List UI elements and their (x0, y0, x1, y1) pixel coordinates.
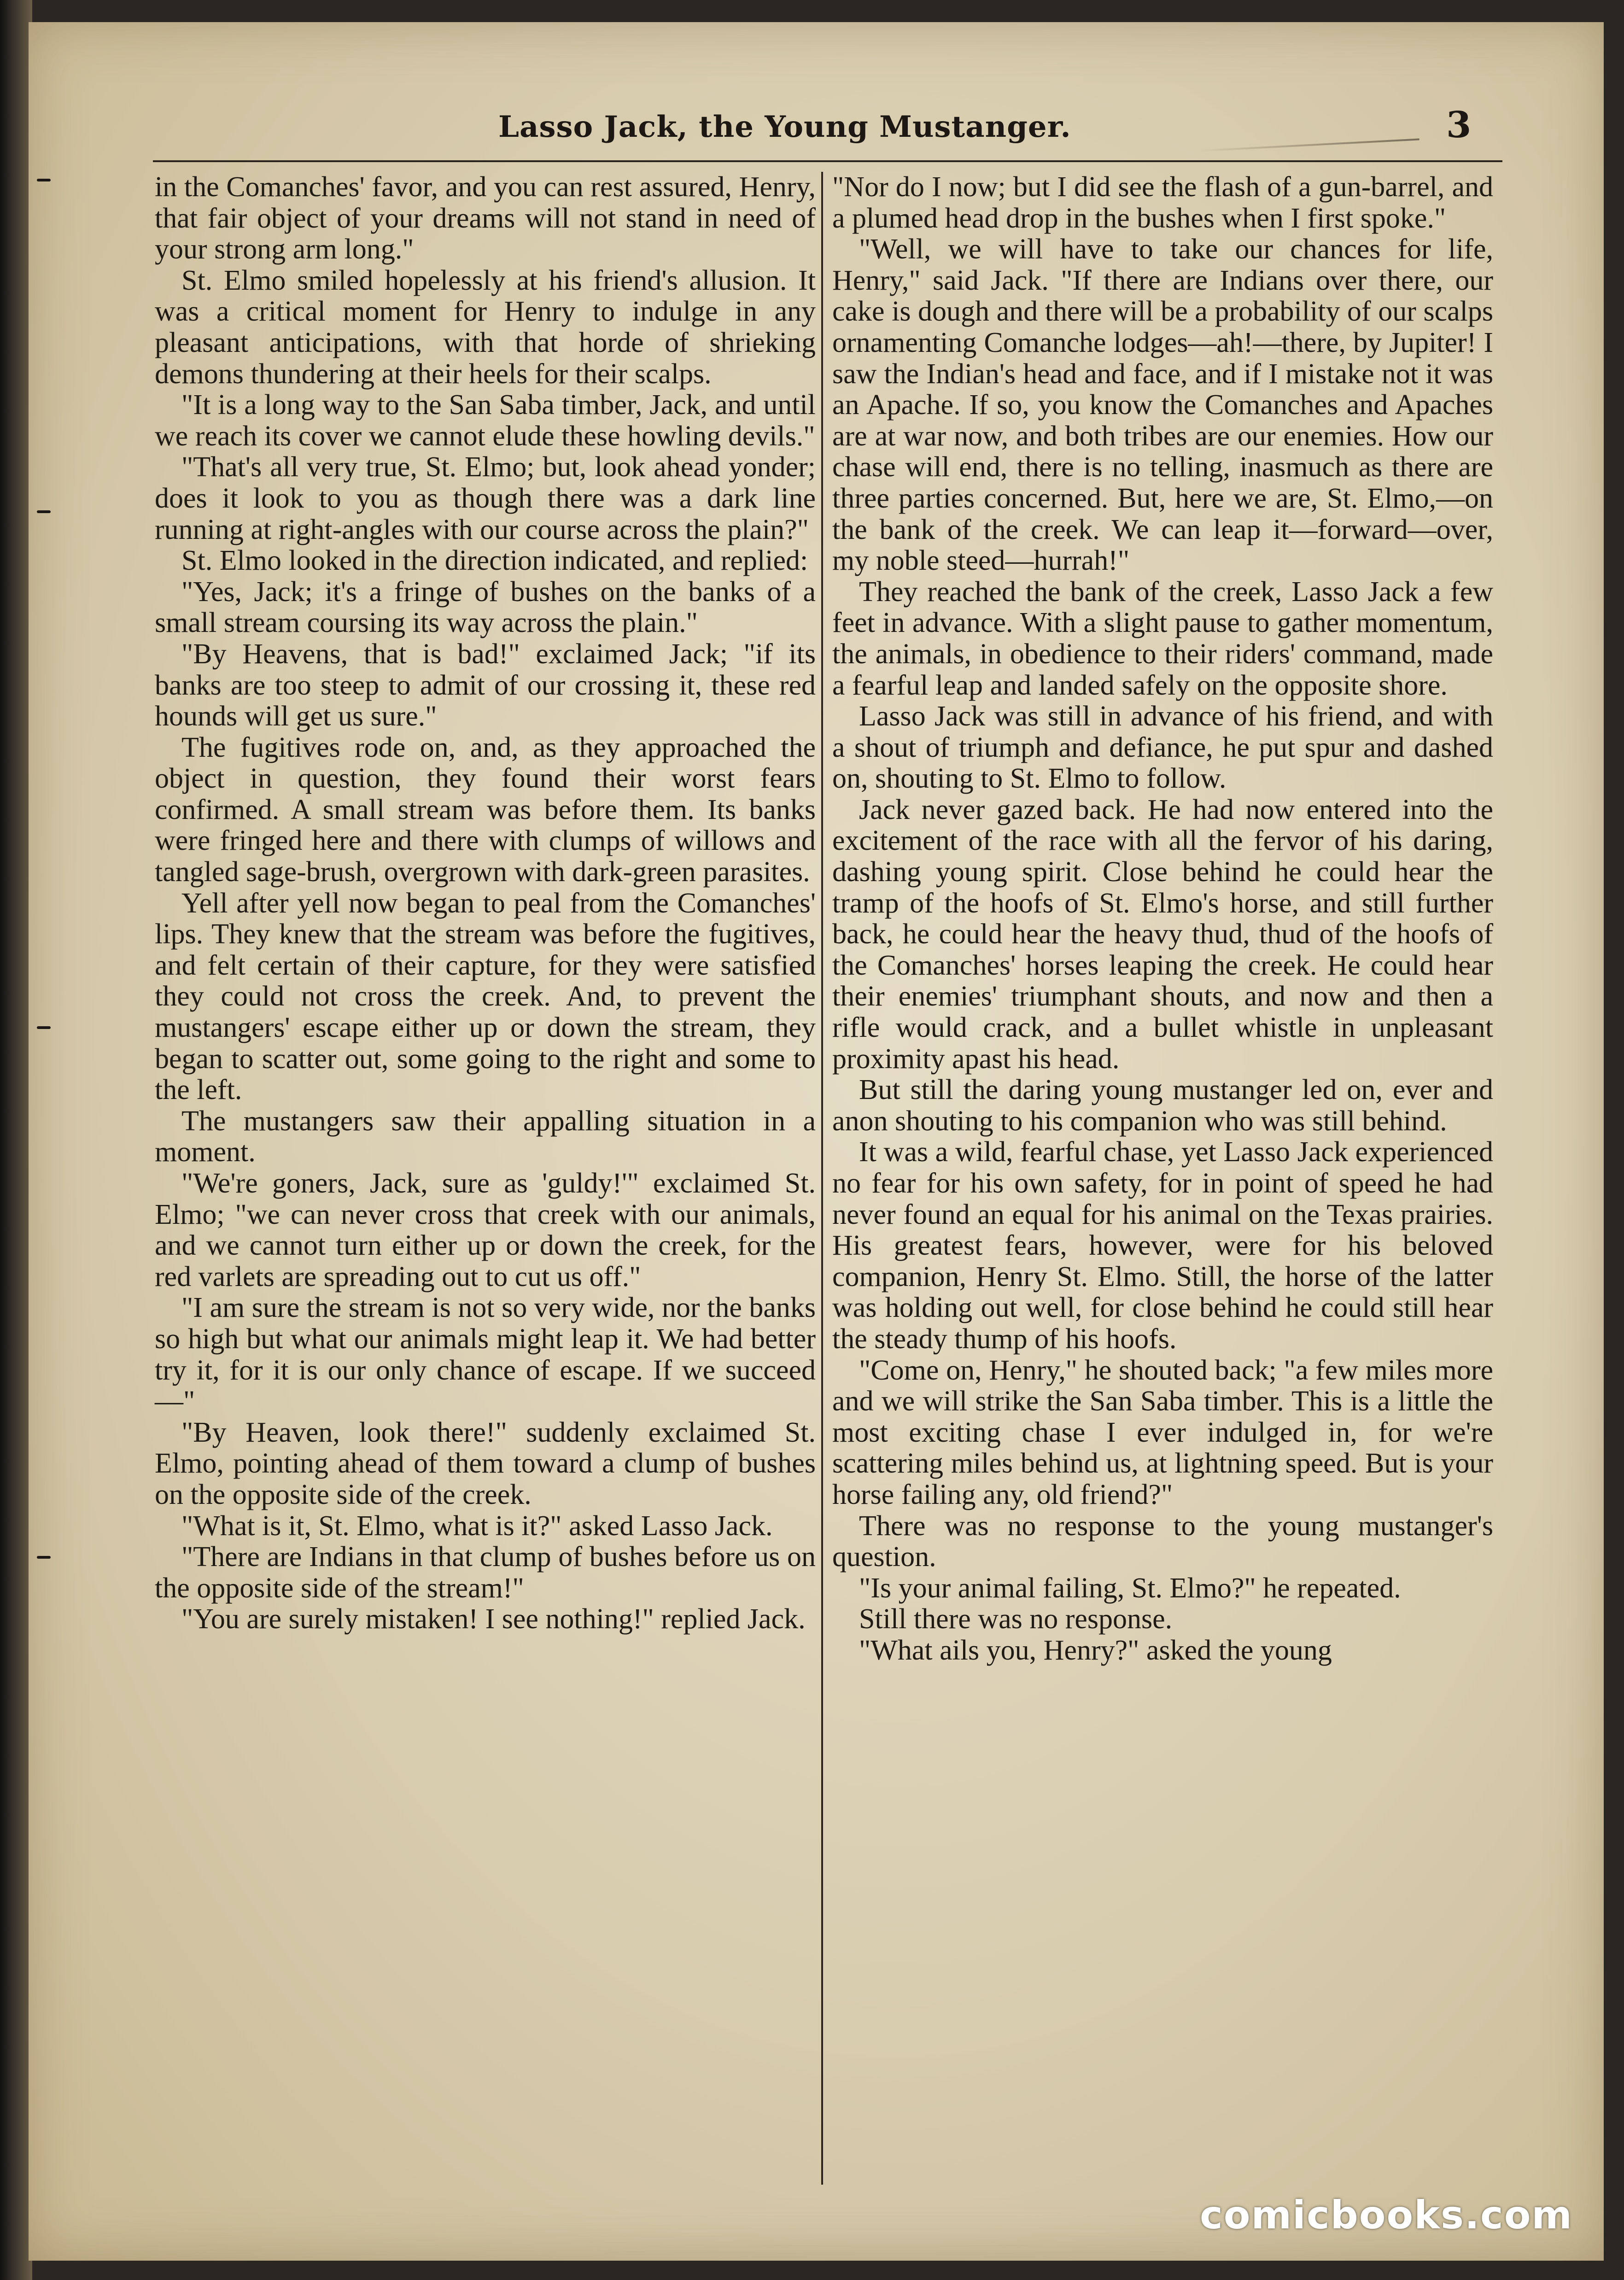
paragraph: "What ails you, Henry?" asked the young (859, 1634, 1332, 1666)
running-head-rule (1198, 138, 1420, 152)
paragraph: "What is it, St. Elmo, what is it?" asked Lasso Jack. (181, 1510, 773, 1542)
paragraph: "By Heaven, look there!" suddenly exclaimed St. Elmo, pointing ahead of them toward a clump of bushes on the opposite side of the creek. (155, 1416, 816, 1510)
running-head (29, 100, 1604, 156)
paragraph: Yell after yell now began to peal from the Comanches' lips. They knew that the stream was before the fugitives, and felt certain of their capture, for they were satisfied they could not cross the creek. And, to prevent the mustangers' escape either up or down the stream, they began to scatter out, some going to the right and some to the left. (155, 887, 816, 1106)
paragraph: "That's all very true, St. Elmo; but, look ahead yonder; does it look to you as though there was a dark line running at right-angles with our course across the plain?" (155, 451, 816, 545)
page-number: 3 (1446, 104, 1472, 146)
binding-stitch (37, 1556, 51, 1559)
watermark-logo: comicbooks.com (1200, 2192, 1573, 2238)
column-divider (821, 172, 823, 2185)
paragraph: "I am sure the stream is not so very wide, nor the banks so high but what our animals might leap it. We had better try it, for it is our only chance of escape. If we succeed—" (155, 1292, 816, 1417)
paragraph: in the Comanches' favor, and you can rest assured, Henry, that fair object of your dreams will not stand in need of your strong arm long." (155, 171, 816, 265)
paragraph: "You are surely mistaken! I see nothing!" replied Jack. (181, 1603, 806, 1635)
book-page (29, 22, 1604, 2261)
header-rule (153, 160, 1502, 162)
left-column (155, 172, 816, 1635)
paragraph: "Come on, Henry," he shouted back; "a few miles more and we will strike the San Saba timber. This is a little the most exciting chase I ever indulged in, for we're scattering miles behind us, at lightning speed. But is your horse failing any, old friend?" (832, 1354, 1493, 1510)
binding-spine (0, 0, 32, 2280)
paragraph: They reached the bank of the creek, Lasso Jack a few feet in advance. With a slight pause to gather momentum, the animals, in obedience to their riders' command, made a fearful leap and landed safely on the opposite shore. (832, 576, 1493, 701)
paragraph: "Is your animal failing, St. Elmo?" he repeated. (859, 1572, 1401, 1604)
right-column (832, 172, 1493, 1666)
binding-stitch (37, 1026, 51, 1029)
paragraph: "Nor do I now; but I did see the flash of a gun-barrel, and a plumed head drop in the bushes when I first spoke." (832, 171, 1493, 234)
binding-stitch (37, 179, 51, 181)
paragraph: St. Elmo looked in the direction indicated, and replied: (181, 545, 808, 577)
paragraph: There was no response to the young mustanger's question. (832, 1510, 1493, 1573)
paragraph: But still the daring young mustanger led on, ever and anon shouting to his companion who was still behind. (832, 1074, 1493, 1137)
paragraph: "There are Indians in that clump of bushes before us on the opposite side of the stream!" (155, 1541, 816, 1604)
paragraph: It was a wild, fearful chase, yet Lasso Jack experienced no fear for his own safety, for in point of speed he had never found an equal for his animal on the Texas prairies. His greatest fears, however, were for his beloved companion, Henry St. Elmo. Still, the horse of the latter was holding out well, for close behind he could still hear the steady thump of his hoofs. (832, 1136, 1493, 1355)
paragraph: Lasso Jack was still in advance of his friend, and with a shout of triumph and defiance, he put spur and dashed on, shouting to St. Elmo to follow. (832, 701, 1493, 795)
paragraph: Still there was no response. (859, 1603, 1173, 1635)
paragraph: "Well, we will have to take our chances for life, Henry," said Jack. "If there are Indians over there, our cake is dough and there will be a probability of our scalps ornamenting Comanche lodges—ah!—there, by Jupiter! I saw the Indian's head and face, and if I mistake not it was an Apache. If so, you know the Comanches and Apaches are at war now, and both tribes are our enemies. How our chase will end, there is no telling, inasmuch as there are three parties concerned. But, here we are, St. Elmo,—on the bank of the creek. We can leap it—forward—over, my noble steed—hurrah!" (832, 234, 1493, 577)
paragraph: "It is a long way to the San Saba timber, Jack, and until we reach its cover we cannot elude these howling devils." (155, 389, 816, 452)
running-title: Lasso Jack, the Young Mustanger. (498, 110, 1071, 144)
paragraph: "We're goners, Jack, sure as 'guldy!'" exclaimed St. Elmo; "we can never cross that creek with our animals, and we cannot turn either up or down the creek, for the red varlets are spreading out to cut us off." (155, 1168, 816, 1292)
paragraph: St. Elmo smiled hopelessly at his friend's allusion. It was a critical moment for Henry to indulge in any pleasant anticipations, with that horde of shrieking demons thundering at their heels for their scalps. (155, 264, 816, 390)
paragraph: "Yes, Jack; it's a fringe of bushes on the banks of a small stream coursing its way across the plain." (155, 576, 816, 639)
paragraph: "By Heavens, that is bad!" exclaimed Jack; "if its banks are too steep to admit of our crossing it, these red hounds will get us sure." (155, 638, 816, 732)
binding-stitch (37, 510, 51, 513)
paragraph: The fugitives rode on, and, as they approached the object in question, they found their worst fears confirmed. A small stream was before them. Its banks were fringed here and there with clumps of willows and tangled sage-brush, overgrown with dark-green parasites. (155, 731, 816, 888)
paragraph: The mustangers saw their appalling situation in a moment. (155, 1105, 816, 1168)
paragraph: Jack never gazed back. He had now entered into the excitement of the race with all the fervor of his daring, dashing young spirit. Close behind he could hear the tramp of the hoofs of St. Elmo's horse, and still further back, he could hear the heavy thud, thud of the hoofs of the Comanches' horses leaping the creek. He could hear their enemies' triumphant shouts, and now and then a rifle would crack, and a bullet whistle in unpleasant proximity apast his head. (832, 794, 1493, 1075)
